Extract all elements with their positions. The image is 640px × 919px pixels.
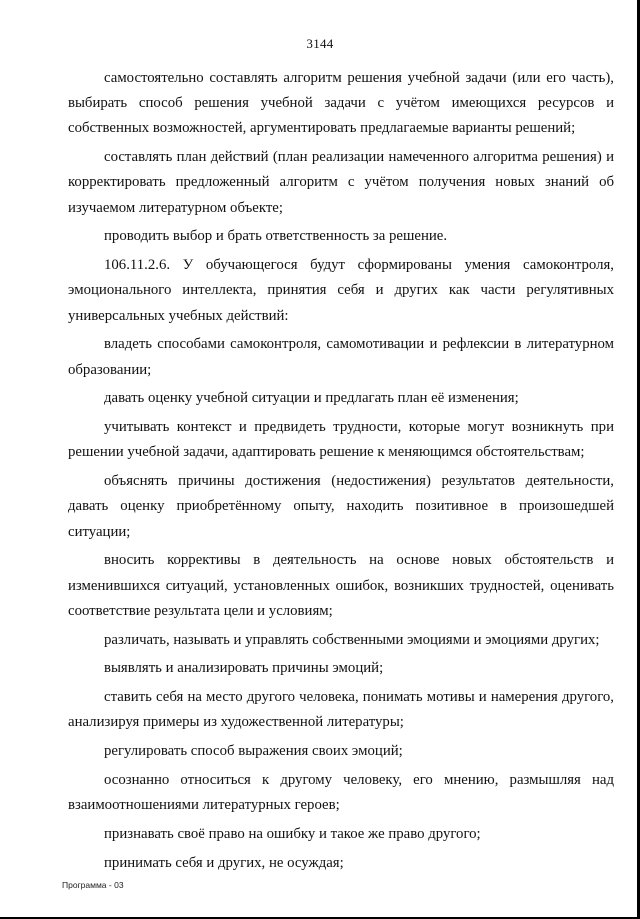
paragraph: принимать себя и других, не осуждая; (104, 854, 344, 871)
paragraph: 106.11.2.6. У обучающегося будут сформированы умения самоконтроля, эмоционального интеллекта, принятия себя и других как части регулятивных универсальных учебных действий: (68, 257, 614, 324)
page-number: 3144 (306, 36, 334, 51)
footer-label: Программа - 03 (62, 880, 124, 890)
paragraph: проводить выбор и брать ответственность за решение. (104, 228, 448, 245)
paragraph: давать оценку учебной ситуации и предлагать план её изменения; (104, 390, 519, 407)
paragraph: объяснять причины достижения (недостижения) результатов деятельности, давать оценку приобретённому опыту, находить позитивное в произошедшей ситуации; (68, 473, 614, 540)
paragraph: вносить коррективы в деятельность на основе новых обстоятельств и изменившихся ситуаций, установленных ошибок, возникших трудностей, оценивать соответствие результата цели и условиям; (68, 552, 614, 619)
paragraph: различать, называть и управлять собственными эмоциями и эмоциями других; (104, 631, 600, 648)
paragraph: учитывать контекст и предвидеть трудности, которые могут возникнуть при решении учебной задачи, адаптировать решение к меняющимся обстоятельствам; (68, 419, 614, 461)
paragraph: самостоятельно составлять алгоритм решения учебной задачи (или его часть), выбирать способ решения учебной задачи с учётом имеющихся ресурсов и собственных возможностей, аргументировать предлагаемые варианты решений; (68, 70, 614, 137)
paragraph: регулировать способ выражения своих эмоций; (104, 743, 403, 760)
paragraph: признавать своё право на ошибку и такое же право другого; (104, 826, 481, 842)
paragraph: владеть способами самоконтроля, самомотивации и рефлексии в литературном образовании; (68, 336, 614, 378)
body-text (68, 66, 614, 880)
paragraph: ставить себя на место другого человека, понимать мотивы и намерения другого, анализируя примеры из художественной литературы; (68, 689, 614, 731)
paragraph: составлять план действий (план реализации намеченного алгоритма решения) и корректировать предложенный алгоритм с учётом получения новых знаний об изучаемом литературном объекте; (68, 149, 614, 216)
paragraph: осознанно относиться к другому человеку, его мнению, размышляя над взаимоотношениями литературных героев; (68, 772, 614, 814)
paragraph: выявлять и анализировать причины эмоций; (104, 660, 384, 677)
